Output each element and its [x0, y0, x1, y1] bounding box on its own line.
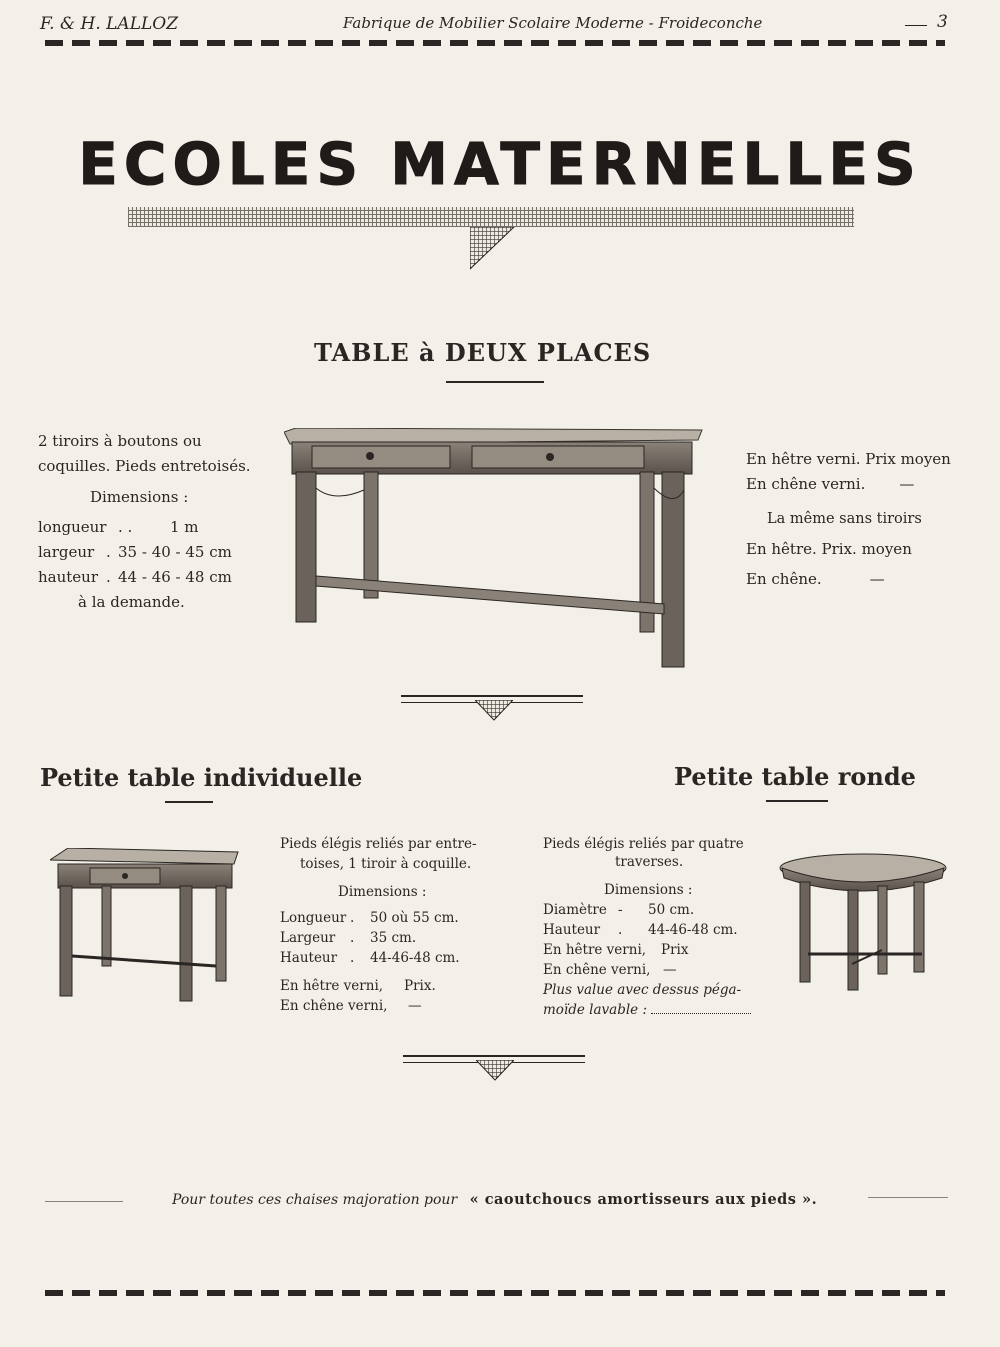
- dimensions-label: Dimensions :: [604, 882, 693, 898]
- dim-row: Hauteur . 44-46-48 cm.: [543, 922, 738, 938]
- footer-note-italic: Pour toutes ces chaises majoration pour: [172, 1192, 458, 1208]
- header-rule-right: [905, 25, 927, 26]
- section1-underline: [446, 381, 544, 383]
- section1-heading: TABLE à DEUX PLACES: [314, 338, 652, 367]
- title-grid-bar: [128, 207, 854, 227]
- page-number: 3: [937, 12, 948, 32]
- section3-underline: [766, 800, 828, 802]
- section2-underline: [165, 801, 213, 803]
- section1-prices: [746, 447, 966, 592]
- dim-row: largeur . 35 - 40 - 45 cm: [38, 543, 232, 561]
- section1-description: [38, 429, 251, 615]
- bottom-dashed-rule: [45, 1290, 945, 1296]
- dim-row: Largeur . 35 cm.: [280, 930, 417, 946]
- dotted-leader: [651, 1013, 751, 1014]
- header-left: F. & H. LALLOZ: [40, 14, 179, 34]
- desc-line: Pieds élégis reliés par entre-: [280, 836, 477, 852]
- desc-line: 2 tiroirs à boutons ou: [38, 432, 202, 450]
- dim-row: Hauteur . 44-46-48 cm.: [280, 950, 460, 966]
- price-line: La même sans tiroirs: [767, 511, 922, 527]
- dim-row: hauteur . 44 - 46 - 48 cm: [38, 568, 232, 586]
- price-line: En hêtre verni, Prix.: [280, 978, 436, 994]
- dim-row: longueur . . 1 m: [38, 518, 199, 536]
- dim-demand: à la demande.: [78, 593, 185, 611]
- dimensions-label: Dimensions :: [90, 488, 189, 506]
- price-line: En chêne verni. —: [746, 475, 915, 493]
- desc-line: toises, 1 tiroir à coquille.: [300, 856, 472, 872]
- individual-table-illustration: [50, 848, 240, 1003]
- two-seat-table-illustration: [284, 428, 704, 673]
- divider-triangle: [475, 700, 513, 722]
- price-line: En chêne. —: [746, 570, 885, 588]
- footer-rule-left: [45, 1201, 123, 1202]
- section3-heading: Petite table ronde: [674, 762, 916, 791]
- desc-line: coquilles. Pieds entretoisés.: [38, 457, 251, 475]
- title-triangle-ornament: [470, 227, 515, 271]
- footer-note-bold: « caoutchoucs amortisseurs aux pieds ».: [469, 1191, 818, 1208]
- footer-rule-right: [868, 1197, 948, 1198]
- price-line: En chêne verni, —: [280, 998, 422, 1014]
- round-table-illustration: [778, 852, 948, 1002]
- price-line: En chêne verni, —: [543, 962, 677, 978]
- header-center: Fabrique de Mobilier Scolaire Moderne - Froideconche: [343, 14, 763, 32]
- price-line: En hêtre verni, Prix: [543, 942, 689, 958]
- footer-note: [172, 1191, 872, 1208]
- price-line: En hêtre. Prix. moyen: [746, 540, 912, 558]
- section2-description: [280, 834, 490, 1016]
- page-title: ECOLES MATERNELLES: [78, 130, 922, 198]
- desc-line: Pieds élégis reliés par quatre: [543, 836, 744, 852]
- section2-heading: Petite table individuelle: [40, 763, 363, 792]
- plus-value-line: moïde lavable :: [543, 1000, 758, 1020]
- top-dashed-rule: [45, 40, 945, 46]
- dim-row: Diamètre - 50 cm.: [543, 902, 695, 918]
- dim-row: Longueur . 50 où 55 cm.: [280, 910, 459, 926]
- desc-line: traverses.: [615, 854, 684, 870]
- price-line: En hêtre verni. Prix moyen: [746, 450, 951, 468]
- section3-description: [543, 834, 758, 1020]
- divider-triangle: [476, 1060, 514, 1082]
- dimensions-label: Dimensions :: [338, 884, 427, 900]
- plus-value-line: Plus value avec dessus péga-: [543, 982, 742, 998]
